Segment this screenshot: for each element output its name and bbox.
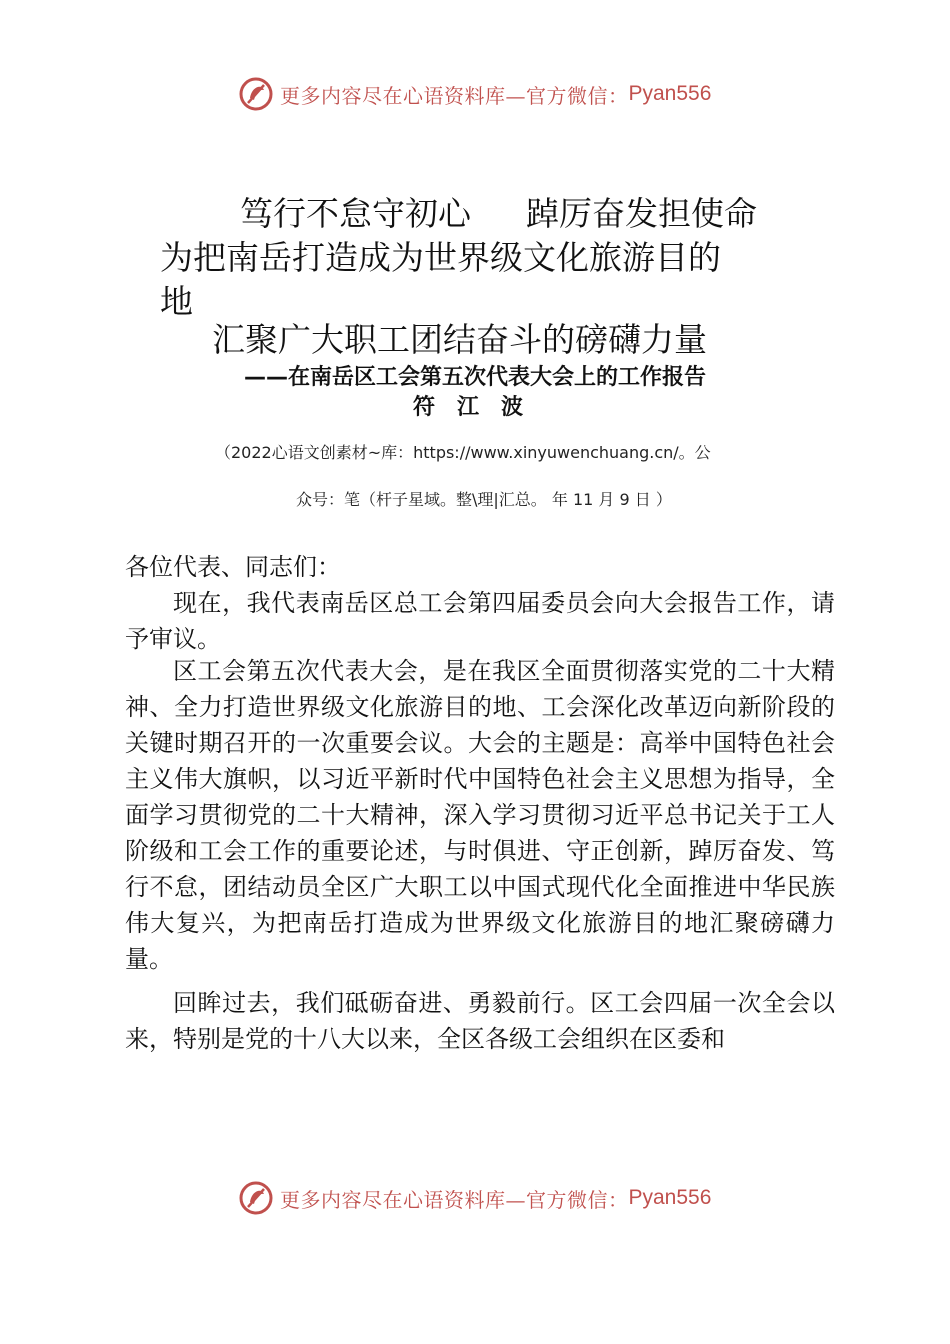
author-name: 符江波	[412, 395, 545, 420]
title-line-2: 为把南岳打造成为世界级文化旅游目的	[160, 238, 721, 277]
banner-text: 更多内容尽在心语资料库—官方微信：	[280, 1187, 629, 1212]
paragraph-2	[125, 653, 835, 977]
banner-text: 更多内容尽在心语资料库—官方微信：	[280, 83, 629, 108]
title-line-1a: 笃行不怠守初心	[240, 194, 471, 233]
banner-wechat-id: Pyan556	[628, 82, 712, 105]
subtitle-report: ——在南岳区工会第五次代表大会上的工作报告	[243, 365, 706, 390]
paragraph-1-text: 现在，我代表南岳区总工会第四届委员会向大会报告工作，请予审议。	[125, 589, 835, 653]
footer-watermark-banner	[238, 1178, 711, 1218]
title-line-1	[240, 188, 757, 235]
brand-logo-icon	[238, 76, 274, 112]
title-line-4: 汇聚广大职工团结奋斗的磅礴力量	[212, 320, 707, 359]
greeting: 各位代表、同志们：	[125, 553, 341, 581]
paragraph-2-text: 区工会第五次代表大会，是在我区全面贯彻落实党的二十大精神、全力打造世界级文化旅游目的地、工会深化改革迈向新阶段的关键时期召开的一次重要会议。大会的主题是：高举中国特色社会主义伟大旗帜，以习近平新时代中国特色社会主义思想为指导，全面学习贯彻党的二十大精神，深入学习贯彻习近平总书记关于工人阶级和工会工作的重要论述，与时俱进、守正创新，踔厉奋发、笃行不怠，团结动员全区广大职工以中国式现代化全面推进中华民族伟大复兴，为把南岳打造成为世界级文化旅游目的地汇聚磅礴力量。	[125, 657, 835, 973]
source-note-line-2: 众号：笔（杆子星域。整\理|汇总。 年 11 月 9 日 ）	[296, 490, 672, 509]
header-watermark-banner	[238, 74, 711, 114]
paragraph-3	[125, 985, 835, 1057]
brand-logo-icon	[238, 1180, 274, 1216]
paragraph-1	[125, 585, 835, 657]
banner-wechat-id: Pyan556	[628, 1186, 712, 1209]
title-line-3: 地	[160, 282, 193, 321]
source-note-line-1: （2022心语文创素材~库：https://www.xinyuwenchuang.cn/。公	[215, 443, 711, 462]
paragraph-3-text: 回眸过去，我们砥砺奋进、勇毅前行。区工会四届一次全会以来，特别是党的十八大以来，全区各级工会组织在区委和	[125, 989, 835, 1053]
title-line-1b: 踔厉奋发担使命	[526, 194, 757, 233]
